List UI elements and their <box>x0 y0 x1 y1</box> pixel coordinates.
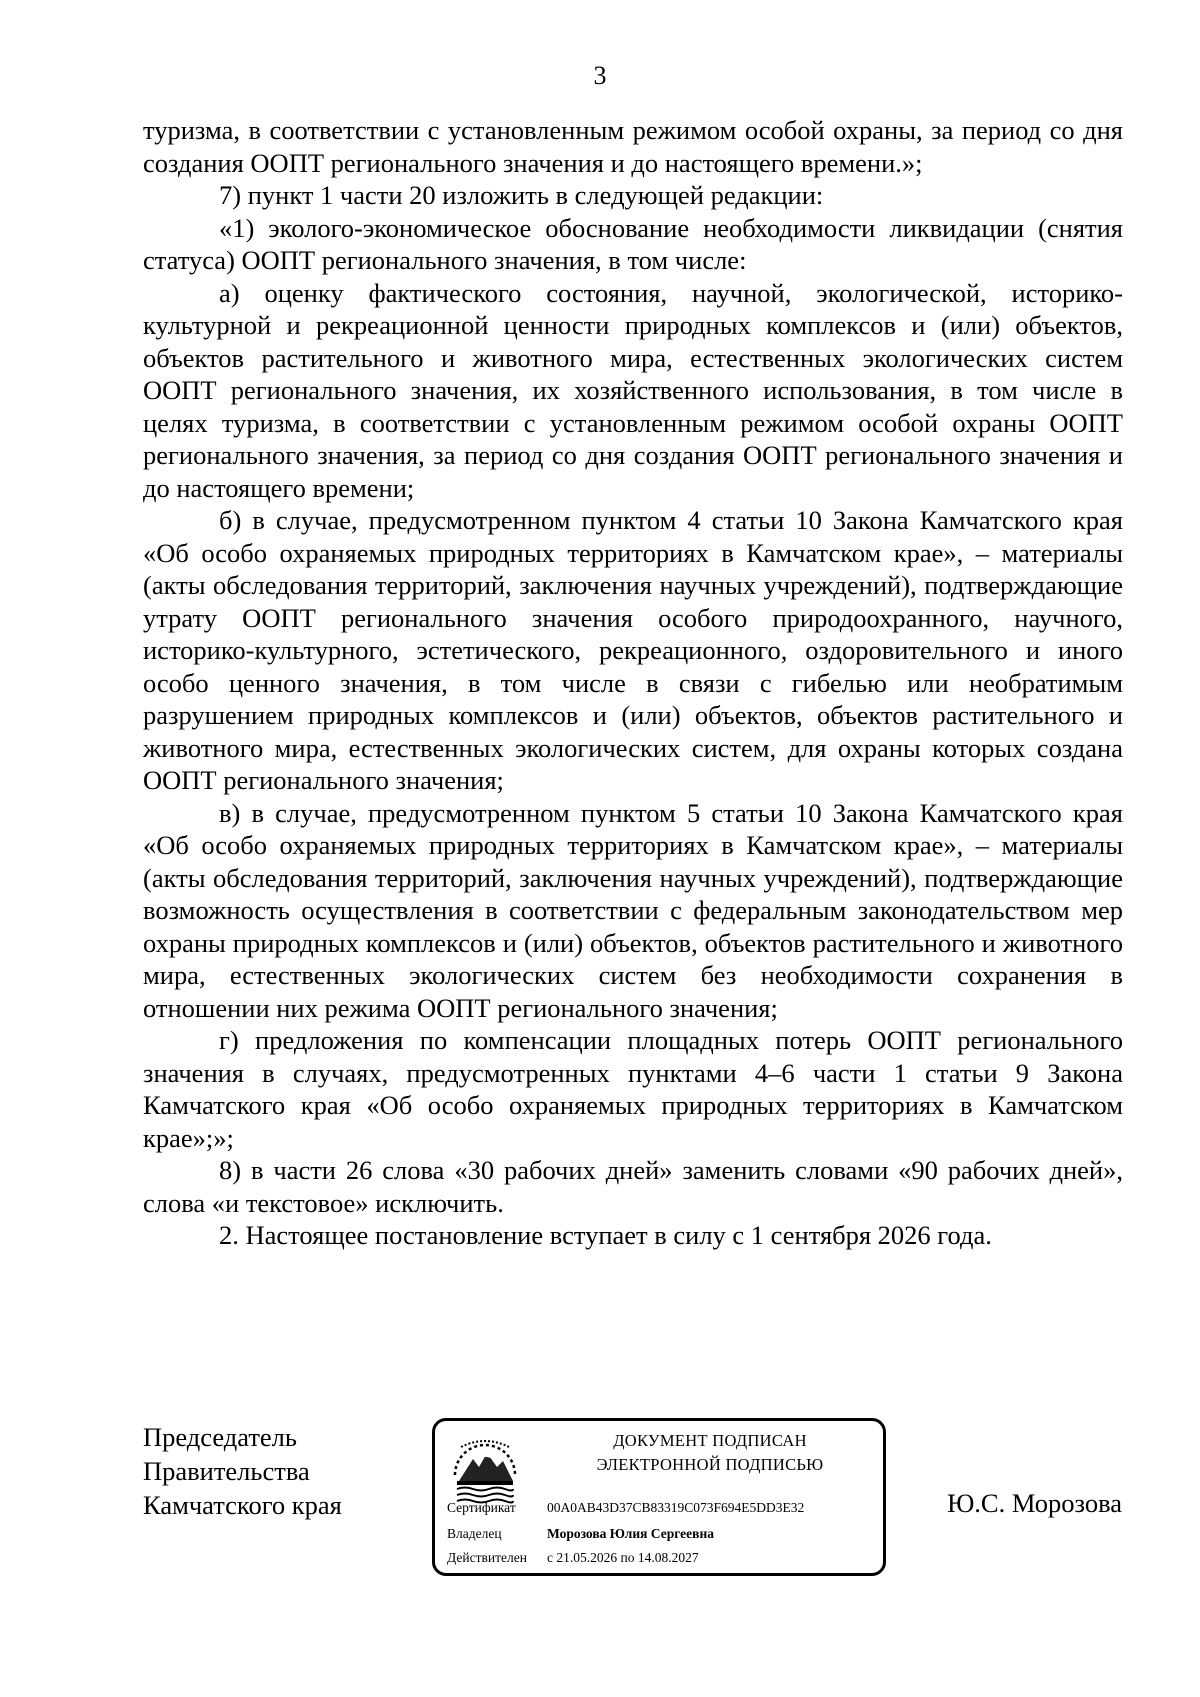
valid-to-prefix: по <box>620 1550 635 1565</box>
owner-label: Владелец <box>447 1526 502 1541</box>
paragraph-4: а) оценку фактического состояния, научной, экологической, историко-культурной и рекреационной ценности природных комплексов и (или) объектов, объектов растительного и животного мира, естественных экологических систем ООПТ регионального значения, их хозяйственного использования, в том числе в целях туризма, в соответствии с установленным режимом особой охраны ООПТ регионального значения, за период со дня создания ООПТ регионального значения и до настоящего времени; <box>143 277 1123 503</box>
certificate-label: Сертификат <box>447 1500 516 1515</box>
paragraph-1: туризма, в соответствии с установленным режимом особой охраны, за период со дня создания ООПТ регионального значения и до настоящего времени.»; <box>143 115 1123 178</box>
paragraph-3: «1) эколого-экономическое обоснование необходимости ликвидации (снятия статуса) ООПТ регионального значения, в том числе: <box>143 212 1123 275</box>
certificate-value: 00A0AB43D37CB83319C073F694E5DD3E32 <box>547 1500 805 1515</box>
document-body <box>143 114 1123 1252</box>
page-number: 3 <box>593 61 607 90</box>
position-line: Правительства <box>143 1456 310 1486</box>
paragraph-8: 8) в части 26 слова «30 рабочих дней» заменить словами «90 рабочих дней», слова «и текстовое» исключить. <box>143 1155 1123 1218</box>
valid-from-prefix: с <box>547 1550 553 1565</box>
valid-to-date: 14.08.2027 <box>637 1550 699 1565</box>
position-line: Председатель <box>143 1422 297 1452</box>
paragraph-5: б) в случае, предусмотренном пунктом 4 статьи 10 Закона Камчатского края «Об особо охраняемых природных территориях в Камчатском крае», – материалы (акты обследования территорий, заключения научных учреждений), подтверждающие утрату ООПТ регионального значения особого природоохранного, научного, историко-культурного, эстетического, рекреационного, оздоровительного и иного особо ценного значения, в том числе в связи с гибелью или необратимым разрушением природных комплексов и (или) объектов, объектов растительного и животного мира, естественных экологических систем, для охраны которых создана ООПТ регионального значения; <box>143 505 1123 795</box>
validity-label: Действителен <box>447 1550 527 1565</box>
certificate-row <box>447 1499 804 1517</box>
position-line: Камчатского края <box>143 1490 342 1520</box>
owner-value: Морозова Юлия Сергеевна <box>547 1526 714 1541</box>
owner-row <box>447 1525 714 1543</box>
paragraph-9: 2. Настоящее постановление вступает в силу с 1 сентября 2026 года. <box>219 1220 992 1250</box>
stamp-title-line: ДОКУМЕНТ ПОДПИСАН <box>613 1431 807 1450</box>
electronic-signature-stamp <box>432 1418 886 1576</box>
validity-row <box>447 1549 699 1567</box>
valid-from-date: 21.05.2026 <box>556 1550 618 1565</box>
paragraph-2: 7) пункт 1 части 20 изложить в следующей редакции: <box>219 180 824 210</box>
stamp-title <box>545 1429 875 1477</box>
signatory-position <box>143 1420 342 1522</box>
signer-name: Ю.С. Морозова <box>947 1488 1122 1518</box>
paragraph-6: в) в случае, предусмотренном пунктом 5 статьи 10 Закона Камчатского края «Об особо охраняемых природных территориях в Камчатском крае», – материалы (акты обследования территорий, заключения научных учреждений), подтверждающие возможность осуществления в соответствии с федеральным законодательством мер охраны природных комплексов и (или) объектов, объектов растительного и животного мира, естественных экологических систем без необходимости сохранения в отношении них режима ООПТ регионального значения; <box>143 797 1123 1023</box>
paragraph-7: г) предложения по компенсации площадных потерь ООПТ регионального значения в случаях, предусмотренных пунктами 4–6 части 1 статьи 9 Закона Камчатского края «Об особо охраняемых природных территориях в Камчатском крае»;»; <box>143 1025 1123 1153</box>
stamp-title-line: ЭЛЕКТРОННОЙ ПОДПИСЬЮ <box>596 1455 824 1474</box>
